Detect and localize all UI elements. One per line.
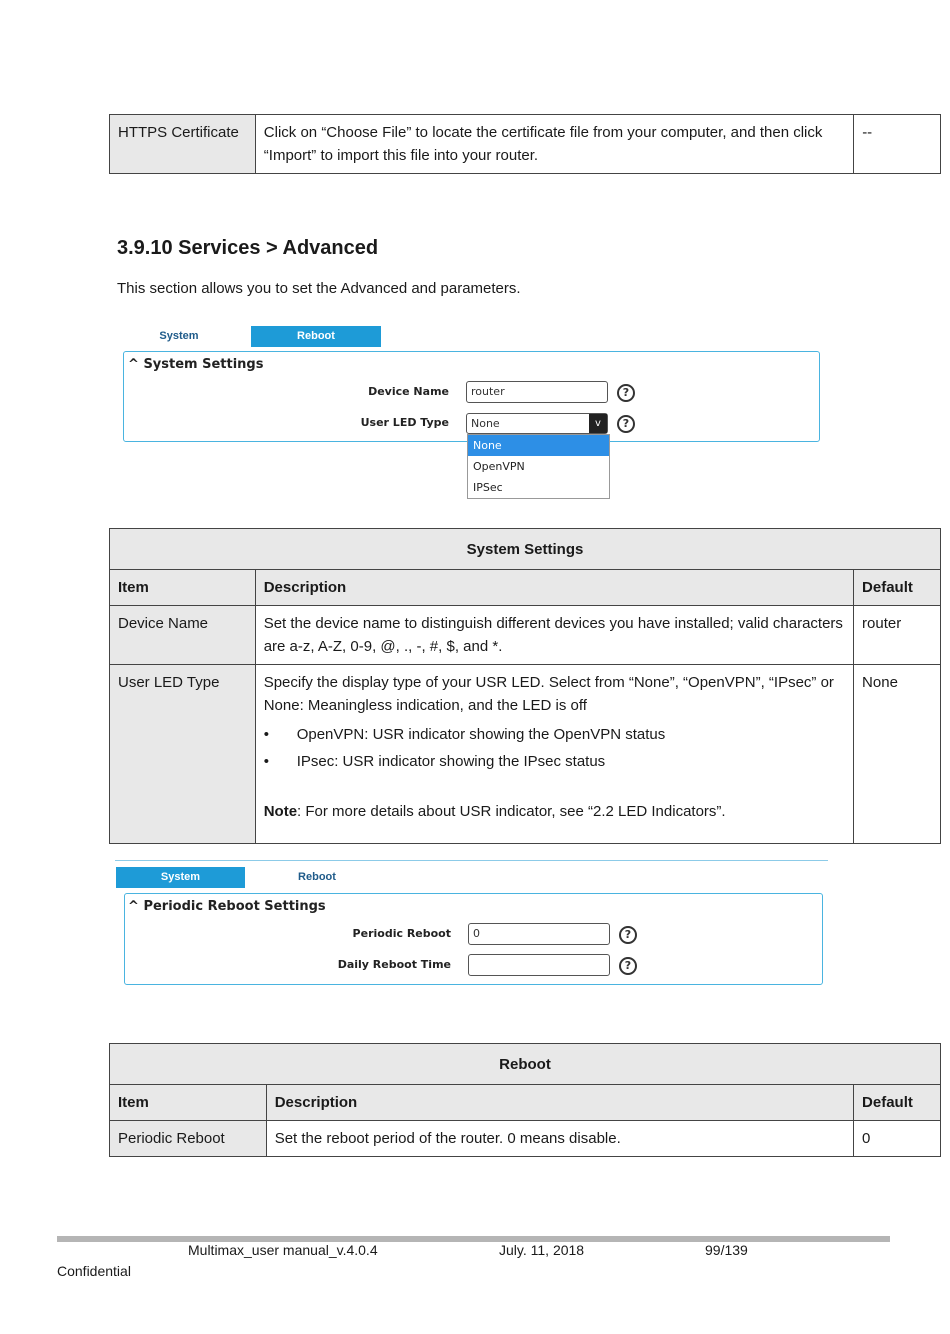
column-header-item: Item bbox=[110, 1085, 267, 1121]
tab-reboot[interactable]: Reboot bbox=[251, 326, 381, 347]
system-settings-table bbox=[109, 528, 941, 844]
item-cell: HTTPS Certificate bbox=[110, 115, 256, 174]
device-name-label: Device Name bbox=[368, 385, 449, 398]
user-led-type-label: User LED Type bbox=[360, 416, 449, 429]
column-header-default: Default bbox=[854, 1085, 941, 1121]
note bbox=[264, 800, 845, 823]
item-cell: Device Name bbox=[110, 606, 256, 665]
description-cell: Click on “Choose File” to locate the certificate file from your computer, and then click “Import” to import this file into your router. bbox=[255, 115, 853, 174]
footer-date: July. 11, 2018 bbox=[499, 1242, 585, 1258]
footer-page-number: 99/139 bbox=[705, 1242, 748, 1258]
item-cell: Periodic Reboot bbox=[110, 1121, 267, 1157]
table-row bbox=[110, 1121, 941, 1157]
dropdown-option[interactable]: None bbox=[468, 435, 609, 456]
panel-title[interactable] bbox=[128, 899, 326, 914]
table-title: Reboot bbox=[110, 1044, 941, 1085]
column-header-item: Item bbox=[110, 570, 256, 606]
default-cell: 0 bbox=[854, 1121, 941, 1157]
section-intro: This section allows you to set the Advanced and parameters. bbox=[117, 280, 521, 297]
periodic-reboot-label: Periodic Reboot bbox=[352, 927, 451, 940]
select-value: None bbox=[471, 417, 500, 430]
table-row bbox=[110, 606, 941, 665]
description-text: Specify the display type of your USR LED. Select from “None”, “OpenVPN”, “IPsec” or None: Meaningless indication, and the LED is off bbox=[263, 674, 834, 714]
dropdown-option[interactable]: IPSec bbox=[473, 481, 503, 494]
table-header-row bbox=[110, 1085, 941, 1121]
table-row bbox=[110, 115, 941, 174]
default-cell: -- bbox=[854, 115, 941, 174]
chevron-down-icon[interactable]: v bbox=[589, 414, 607, 433]
help-icon[interactable]: ? bbox=[619, 926, 637, 944]
column-header-description: Description bbox=[266, 1085, 853, 1121]
daily-reboot-time-input[interactable] bbox=[468, 954, 610, 976]
https-certificate-table bbox=[109, 114, 941, 174]
divider bbox=[115, 860, 828, 861]
footer-rule bbox=[57, 1236, 890, 1242]
help-icon[interactable]: ? bbox=[617, 384, 635, 402]
chevron-up-icon: ^ bbox=[128, 357, 139, 372]
help-icon[interactable]: ? bbox=[619, 957, 637, 975]
panel-title-text: System Settings bbox=[143, 357, 264, 372]
description-cell: Set the device name to distinguish different devices you have installed; valid characters are a-z, A-Z, 0-9, @, ., -, #, $, and *. bbox=[255, 606, 853, 665]
chevron-up-icon: ^ bbox=[128, 899, 139, 914]
note-text: : For more details about USR indicator, see “2.2 LED Indicators”. bbox=[297, 803, 726, 820]
user-led-type-select[interactable] bbox=[466, 413, 608, 434]
list-item: • IPsec: USR indicator showing the IPsec status bbox=[264, 748, 845, 775]
device-name-input[interactable]: router bbox=[466, 381, 608, 403]
table-header-row bbox=[110, 570, 941, 606]
dropdown-option[interactable]: OpenVPN bbox=[473, 460, 525, 473]
periodic-reboot-input[interactable]: 0 bbox=[468, 923, 610, 945]
tab-reboot[interactable]: Reboot bbox=[298, 871, 336, 883]
footer-manual-name: Multimax_user manual_v.4.0.4 bbox=[188, 1242, 378, 1258]
default-cell: router bbox=[854, 606, 941, 665]
reboot-table bbox=[109, 1043, 941, 1157]
table-title-row bbox=[110, 1044, 941, 1085]
help-icon[interactable]: ? bbox=[617, 415, 635, 433]
led-type-dropdown-list bbox=[467, 434, 610, 499]
description-cell bbox=[255, 665, 853, 844]
section-heading: 3.9.10 Services > Advanced bbox=[117, 237, 379, 259]
list-item: • OpenVPN: USR indicator showing the OpenVPN status bbox=[264, 721, 845, 748]
daily-reboot-time-label: Daily Reboot Time bbox=[337, 958, 451, 971]
panel-title[interactable] bbox=[128, 357, 263, 372]
column-header-description: Description bbox=[255, 570, 853, 606]
table-title: System Settings bbox=[110, 529, 941, 570]
item-cell: User LED Type bbox=[110, 665, 256, 844]
table-row bbox=[110, 665, 941, 844]
column-header-default: Default bbox=[854, 570, 941, 606]
default-cell: None bbox=[854, 665, 941, 844]
footer-confidential: Confidential bbox=[57, 1263, 131, 1279]
tab-system[interactable]: System bbox=[159, 330, 199, 342]
table-title-row bbox=[110, 529, 941, 570]
description-cell: Set the reboot period of the router. 0 means disable. bbox=[266, 1121, 853, 1157]
note-label: Note bbox=[263, 803, 298, 820]
tab-system[interactable]: System bbox=[116, 867, 245, 888]
panel-title-text: Periodic Reboot Settings bbox=[143, 899, 326, 914]
bullet-list bbox=[264, 721, 845, 775]
